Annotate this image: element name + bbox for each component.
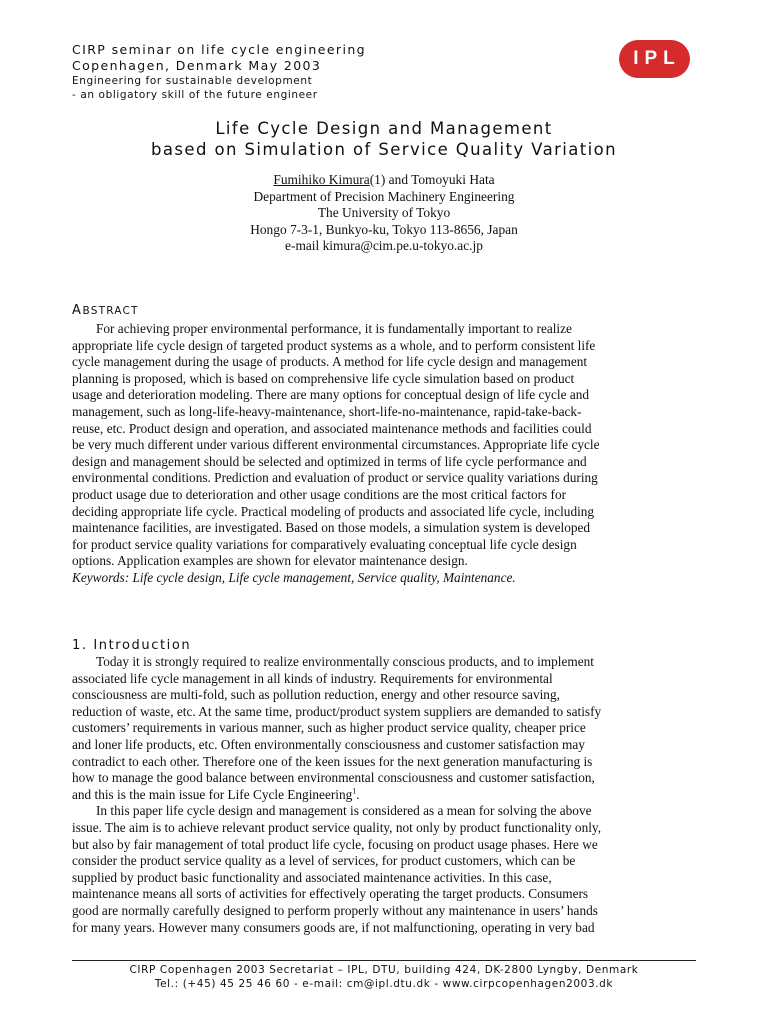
conference-header	[72, 42, 592, 102]
conference-location-date: Copenhagen, Denmark May 2003	[72, 58, 322, 73]
abstract-line: environmental conditions. Prediction and evaluation of product or service quality variations during	[72, 470, 598, 486]
abstract-line: reuse, etc. Product design and operation, and associated maintenance methods and facilities could	[72, 420, 592, 436]
abstract-line: For achieving proper environmental performance, it is fundamentally important to realize	[96, 321, 572, 336]
intro-line: but also by fair management of total product life cycle, focusing on product usage phases. Here we	[72, 836, 598, 852]
keywords: Keywords: Life cycle design, Life cycle management, Service quality, Maintenance.	[72, 569, 516, 585]
author-address: Hongo 7-3-1, Bunkyo-ku, Tokyo 113-8656, Japan	[250, 221, 518, 237]
abstract-line: planning is proposed, which is based on comprehensive life cycle simulation based on product	[72, 370, 575, 386]
author-names	[0, 172, 768, 189]
conference-subtheme: - an obligatory skill of the future engineer	[72, 89, 318, 101]
conference-theme: Engineering for sustainable development	[72, 75, 313, 87]
abstract-line: cycle management during the usage of products. A method for life cycle design and management	[72, 354, 588, 370]
abstract-line: usage and deterioration modeling. There are many options for conceptual design of life cycle and	[72, 387, 590, 403]
intro-line: and loner life products, etc. Often environmentally consciousness and customer satisfaction may	[72, 736, 585, 752]
abstract-line: product usage due to deterioration and other usage conditions are the most critical factors for	[72, 486, 567, 502]
intro-line: consciousness are multi-fold, such as pollution reduction, energy and other resource saving,	[72, 687, 560, 703]
title-line-1: Life Cycle Design and Management	[215, 119, 553, 138]
intro-line: maintenance means all sorts of activities for effectively operating the target products. Consumers	[72, 886, 589, 902]
conference-name: CIRP seminar on life cycle engineering	[72, 42, 366, 57]
abstract-line: appropriate life cycle design of targeted product systems as a whole, and to perform consistent life	[72, 337, 596, 353]
paper-title	[0, 118, 768, 160]
author-block	[0, 172, 768, 255]
intro-line: contradict to each other. Therefore one of the keen issues for the next generation manufacturing is	[72, 753, 593, 769]
author-university: The University of Tokyo	[317, 205, 451, 220]
footer-contact: Tel.: (+45) 45 25 46 60 - e-mail: cm@ipl.dtu.dk - www.cirpcopenhagen2003.dk	[154, 978, 614, 990]
intro-line: In this paper life cycle design and management is considered as a mean for solving the above	[96, 803, 592, 819]
intro-line: Today it is strongly required to realize environmentally conscious products, and to implement	[96, 654, 594, 669]
abstract-heading: ABSTRACT	[72, 303, 139, 318]
intro-line: reduction of waste, etc. At the same time, product/product system suppliers are demanded to satisfy	[72, 703, 602, 719]
first-author-link[interactable]: Fumihiko Kimura	[273, 172, 370, 187]
ipl-logo: IPL	[619, 40, 690, 78]
introduction-section	[72, 637, 702, 936]
footer-secretariat: CIRP Copenhagen 2003 Secretariat – IPL, DTU, building 424, DK-2800 Lyngby, Denmark	[129, 964, 639, 976]
abstract-line: deciding appropriate life cycle. Practical modeling of products and associated life cycle, including	[72, 503, 595, 519]
abstract-line: be very much different under various different environmental circumstances. Appropriate life cycle	[72, 437, 600, 453]
author-email: e-mail kimura@cim.pe.u-tokyo.ac.jp	[285, 238, 483, 253]
introduction-heading: 1. Introduction	[72, 638, 192, 653]
abstract-line: management, such as long-life-heavy-maintenance, short-life-no-maintenance, rapid-take-back-	[72, 403, 582, 419]
footer-divider	[72, 960, 696, 961]
intro-line: supplied by product basic functionality and associated maintenance activities. In this case,	[72, 869, 552, 885]
abstract-line: options. Application examples are shown for elevator maintenance design.	[72, 553, 468, 569]
abstract-line: maintenance facilities, are investigated. Based on those models, a simulation system is developed	[72, 520, 591, 536]
footnote-marker[interactable]: 1	[352, 786, 357, 796]
intro-line: issue. The aim is to achieve relevant product service quality, not only by product functionality only,	[72, 819, 602, 835]
abstract-line: design and management should be selected and optimized in terms of life cycle performance and	[72, 453, 587, 469]
intro-line: customers’ requirements in various manner, such as higher product service quality, cheaper price	[72, 720, 586, 736]
author-names-rest: (1) and Tomoyuki Hata	[369, 172, 495, 187]
abstract-section	[72, 302, 702, 587]
title-line-2: based on Simulation of Service Quality Variation	[151, 140, 617, 159]
intro-line: and this is the main issue for Life Cycle Engineering$^1$.	[72, 786, 360, 802]
intro-line: for many years. However many consumers goods are, if not malfunctioning, operating in very bad	[72, 919, 595, 935]
intro-line: associated life cycle management in all kinds of industry. Requirements for environmental	[72, 670, 553, 686]
page-footer	[0, 963, 768, 991]
intro-line: how to manage the good balance between environmental consciousness and customer satisfaction,	[72, 770, 595, 786]
intro-line: good are normally carefully designed to perform properly without any maintenance in users’ hands	[72, 902, 598, 918]
intro-line: consider the product service quality as a level of services, for product customers, which can be	[72, 853, 576, 869]
abstract-line: for product service quality variations for comparatively evaluating conceptual life cycle design	[72, 536, 577, 552]
author-department: Department of Precision Machinery Engineering	[253, 188, 515, 204]
